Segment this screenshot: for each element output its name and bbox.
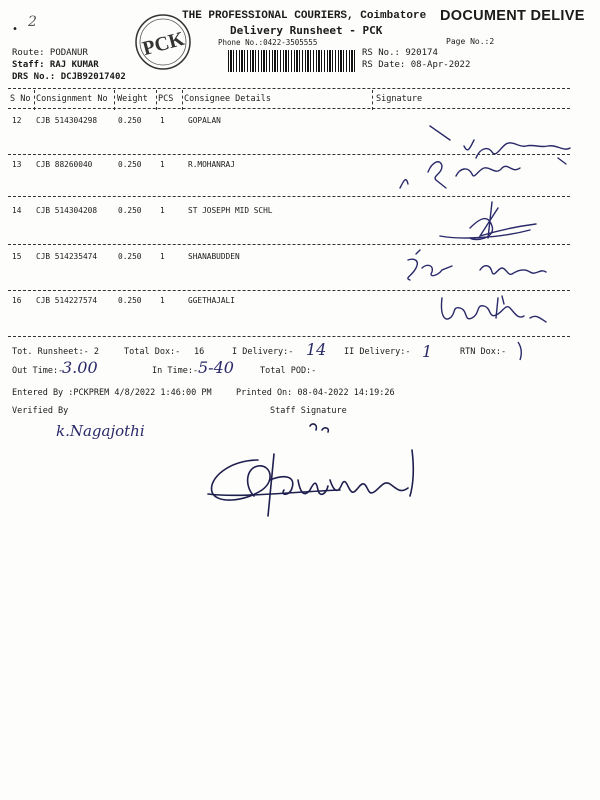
col-header-consignment: Consignment No <box>36 94 108 104</box>
row-consignee: SHANABUDDEN <box>188 252 240 261</box>
row-pcs: 1 <box>160 206 165 215</box>
rs-number: RS No.: 920174 <box>362 48 438 58</box>
row-consignment: CJB 88260040 <box>36 160 93 169</box>
out-time-label: Out Time:- <box>12 366 64 376</box>
ii-delivery-label: II Delivery:- <box>344 347 411 357</box>
col-divider <box>114 90 115 110</box>
total-runsheet: Tot. Runsheet:- 2 <box>12 347 99 357</box>
staff-label: Staff: RAJ KUMAR <box>12 60 99 70</box>
barcode-icon <box>228 50 356 72</box>
runsheet-subtitle: Delivery Runsheet - PCK <box>230 24 383 37</box>
total-pod-label: Total POD:- <box>260 366 317 376</box>
header-rule-top <box>8 88 570 89</box>
row-sno: 15 <box>12 252 22 261</box>
dot-mark: • <box>12 24 19 35</box>
row-consignment: CJB 514227574 <box>36 296 98 305</box>
row-consignee: ST JOSEPH MID SCHL <box>188 206 273 215</box>
entered-by: Entered By :PCKPREM 4/8/2022 1:46:00 PM <box>12 388 212 398</box>
ii-delivery-handwritten: 1 <box>422 342 433 361</box>
stamp-text: PCK <box>140 27 187 61</box>
rtn-dox-label: RTN Dox:- <box>460 347 507 357</box>
col-divider <box>182 90 183 110</box>
col-header-sno: S No <box>10 94 31 104</box>
recipient-signatures-icon <box>380 118 580 338</box>
company-name: THE PROFESSIONAL COURIERS, Coimbatore <box>182 10 427 22</box>
drs-number: DRS No.: DCJB92017402 <box>12 72 126 82</box>
i-delivery-label: I Delivery:- <box>232 347 294 357</box>
printed-on: Printed On: 08-04-2022 14:19:26 <box>236 388 395 398</box>
header-rule-bottom <box>8 108 570 109</box>
col-header-weight: Weight <box>117 94 148 104</box>
out-time-handwritten: 3.00 <box>62 358 98 377</box>
col-header-pcs: PCS <box>158 94 174 104</box>
row-pcs: 1 <box>160 160 165 169</box>
page-number: Page No.:2 <box>446 37 495 46</box>
i-delivery-handwritten: 14 <box>306 340 327 359</box>
row-weight: 0.250 <box>118 160 142 169</box>
route-label: Route: PODANUR <box>12 48 88 58</box>
row-consignee: GGETHAJALI <box>188 296 235 305</box>
document-title: DOCUMENT DELIVE <box>440 8 585 24</box>
col-divider <box>156 90 157 110</box>
row-consignment: CJB 514304298 <box>36 116 98 125</box>
row-sno: 13 <box>12 160 22 169</box>
row-sno: 14 <box>12 206 22 215</box>
row-consignee: R.MOHANRAJ <box>188 160 235 169</box>
total-dox-label: Total Dox:- <box>124 347 181 357</box>
rs-date: RS Date: 08-Apr-2022 <box>362 60 471 70</box>
row-weight: 0.250 <box>118 296 142 305</box>
row-sno: 16 <box>12 296 22 305</box>
row-pcs: 1 <box>160 252 165 261</box>
phone-number: Phone No.:0422-3505555 <box>218 38 318 47</box>
in-time-label: In Time:- <box>152 366 199 376</box>
in-time-handwritten: 5-40 <box>198 358 234 377</box>
row-pcs: 1 <box>160 296 165 305</box>
handwritten-mark: 2 <box>28 14 37 30</box>
col-header-consignee: Consignee Details <box>184 94 271 104</box>
row-weight: 0.250 <box>118 116 142 125</box>
staff-signature-icon <box>200 420 440 520</box>
row-pcs: 1 <box>160 116 165 125</box>
col-divider <box>34 90 35 110</box>
verified-by-label: Verified By <box>12 406 69 416</box>
verifier-handwritten: k.Nagajothi <box>56 422 145 440</box>
row-sno: 12 <box>12 116 22 125</box>
row-consignee: GOPALAN <box>188 116 221 125</box>
staff-signature-label: Staff Signature <box>270 406 347 416</box>
total-dox-value: 16 <box>194 347 205 357</box>
col-header-signature: Signature <box>376 94 423 104</box>
col-divider <box>372 90 373 110</box>
row-consignment: CJB 514304208 <box>36 206 98 215</box>
rtn-dox-mark-icon <box>514 340 528 362</box>
row-weight: 0.250 <box>118 206 142 215</box>
row-weight: 0.250 <box>118 252 142 261</box>
row-consignment: CJB 514235474 <box>36 252 98 261</box>
